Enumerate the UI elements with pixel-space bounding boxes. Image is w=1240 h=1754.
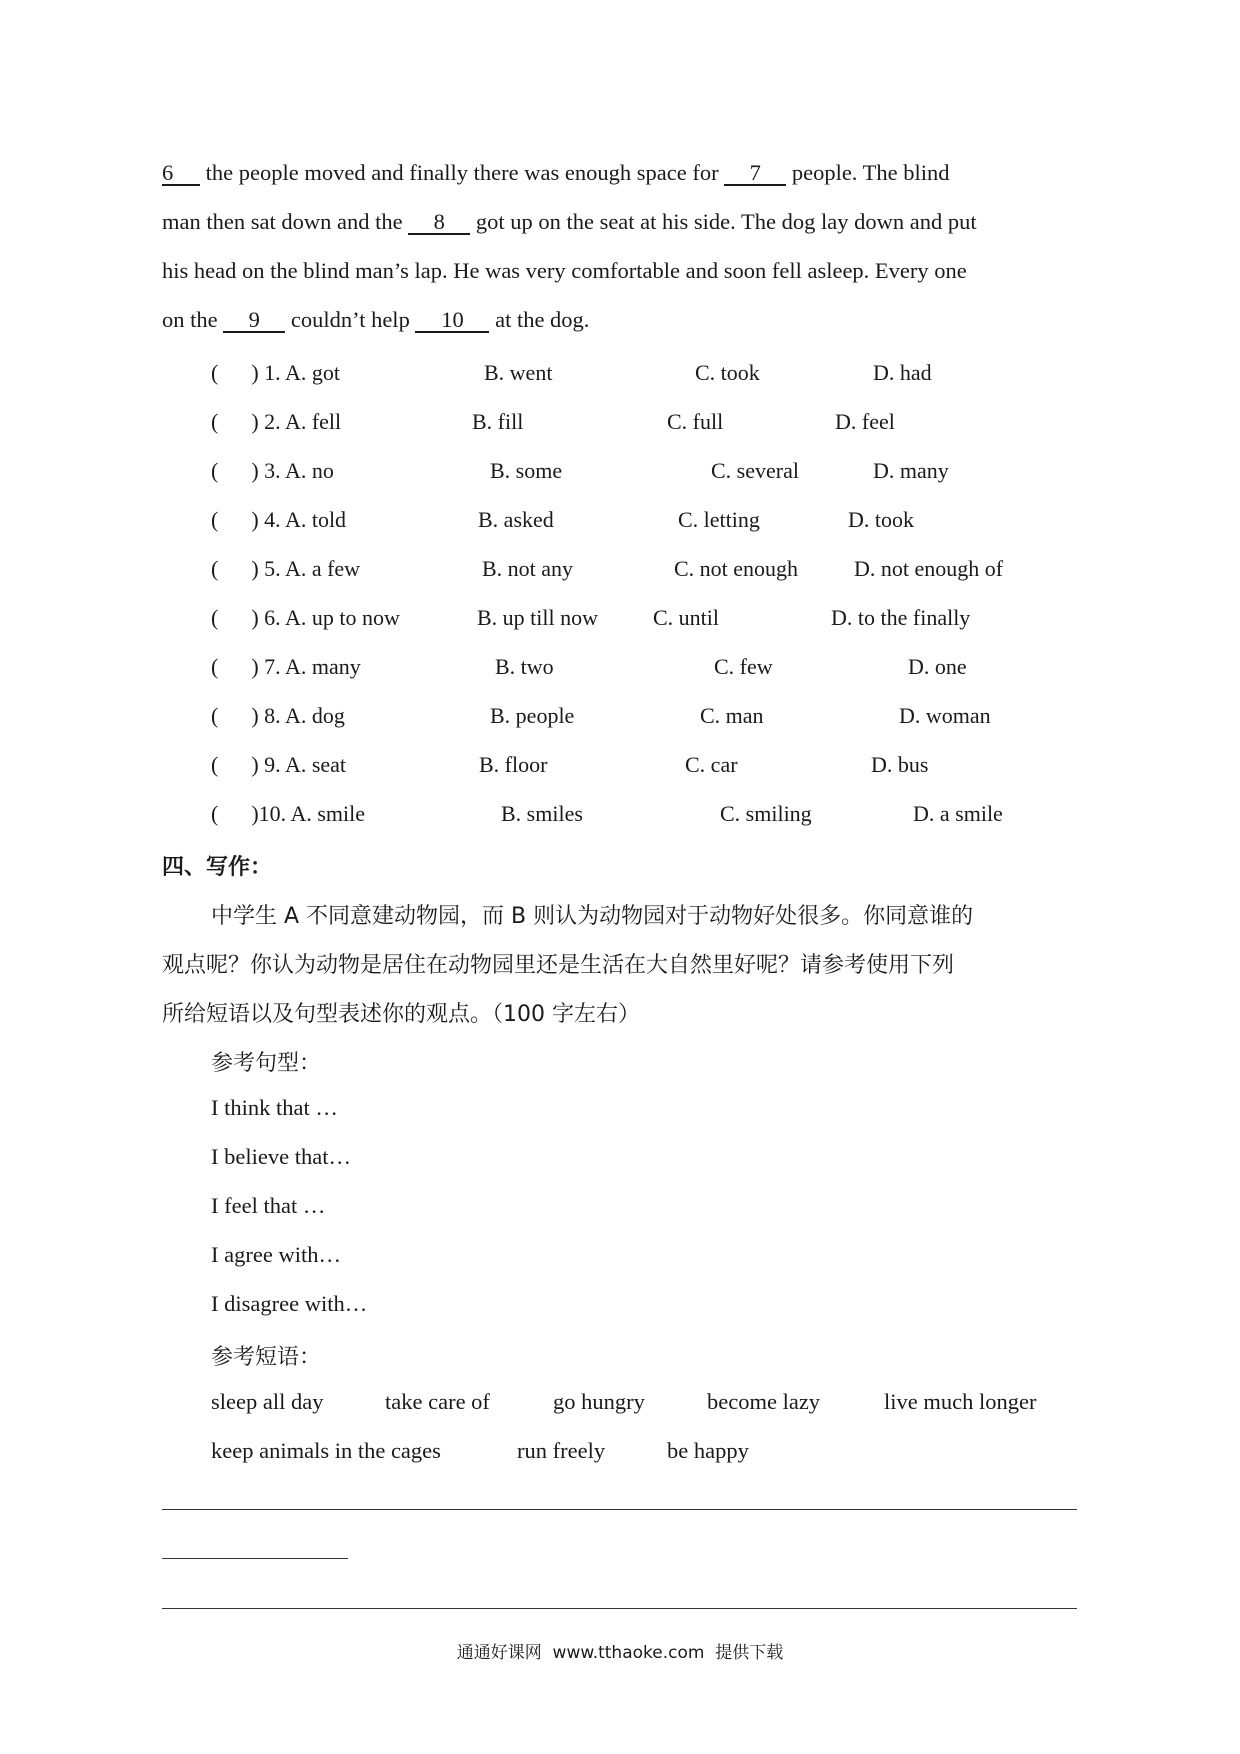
passage-text: people. The blind (786, 160, 950, 185)
option-b: B. went (484, 360, 553, 385)
option-d: D. one (908, 654, 967, 679)
section-heading: 四、写作： (162, 855, 273, 880)
option-b: B. people (490, 703, 575, 728)
passage-text: at the dog. (489, 307, 590, 332)
question-row-1 (211, 360, 1111, 390)
option-d: D. not enough of (854, 556, 1004, 581)
option-d: D. had (873, 360, 932, 385)
question-row-5 (211, 556, 1111, 586)
option-c: C. smiling (720, 801, 812, 826)
option-c: C. until (653, 605, 720, 630)
phrase: live much longer (884, 1389, 1037, 1414)
option-c: C. car (685, 752, 738, 777)
option-d: D. took (848, 507, 914, 532)
answer-line (162, 1558, 348, 1559)
sentence-pattern: I think that … (211, 1095, 338, 1120)
sentence-pattern: I believe that… (211, 1144, 351, 1169)
question-number: ( ) 4. A. told (211, 507, 347, 532)
option-b: B. some (490, 458, 563, 483)
phrase: keep animals in the cages (211, 1438, 441, 1463)
option-c: C. took (695, 360, 760, 385)
blank-10: 10 (415, 309, 489, 333)
passage-text: got up on the seat at his side. The dog lay down and put (470, 209, 977, 234)
phrase: run freely (517, 1438, 606, 1463)
blank-6: 6 (162, 162, 200, 186)
blank-9: 9 (223, 309, 285, 333)
sentence-pattern: I disagree with… (211, 1291, 368, 1316)
option-b: B. asked (478, 507, 554, 532)
phrases-label: 参考短语： (211, 1345, 322, 1370)
phrase: go hungry (553, 1389, 645, 1414)
passage-text: couldn’t help (285, 307, 416, 332)
option-c: C. man (700, 703, 764, 728)
option-b: B. not any (482, 556, 574, 581)
passage-text: man then sat down and the (162, 209, 409, 234)
option-b: B. floor (479, 752, 548, 777)
sentences-label: 参考句型： (211, 1051, 322, 1076)
question-number: ( ) 5. A. a few (211, 556, 361, 581)
phrase: be happy (667, 1438, 749, 1463)
phrase: become lazy (707, 1389, 821, 1414)
question-number: ( ) 8. A. dog (211, 703, 345, 728)
question-row-3 (211, 458, 1111, 488)
option-b: B. smiles (501, 801, 583, 826)
option-d: D. to the finally (831, 605, 971, 630)
question-row-7 (211, 654, 1111, 684)
writing-prompt-line-2: 观点呢？你认为动物是居住在动物园里还是生活在大自然里好呢？请参考使用下列 (162, 953, 955, 978)
option-d: D. feel (835, 409, 895, 434)
question-row-4 (211, 507, 1111, 537)
option-c: C. several (711, 458, 799, 483)
passage-text: on the (162, 307, 224, 332)
option-b: B. fill (472, 409, 524, 434)
answer-line (162, 1608, 1077, 1609)
option-c: C. full (667, 409, 724, 434)
question-row-10 (211, 801, 1111, 831)
passage-line-2 (162, 209, 977, 235)
question-number: ( )10. A. smile (211, 801, 365, 826)
answer-line (162, 1509, 1077, 1510)
option-d: D. woman (899, 703, 991, 728)
passage-text: the people moved and finally there was enough space for (200, 160, 725, 185)
phrase: take care of (385, 1389, 490, 1414)
blank-8: 8 (408, 211, 470, 235)
question-row-9 (211, 752, 1111, 782)
question-number: ( ) 9. A. seat (211, 752, 347, 777)
question-number: ( ) 6. A. up to now (211, 605, 400, 630)
option-c: C. letting (678, 507, 760, 532)
option-b: B. two (495, 654, 554, 679)
page-footer: 通通好课网 www.tthaoke.com 提供下载 (456, 1643, 784, 1663)
question-row-8 (211, 703, 1111, 733)
option-b: B. up till now (477, 605, 599, 630)
writing-prompt-line-3: 所给短语以及句型表述你的观点。（100 字左右） (162, 1002, 640, 1027)
question-number: ( ) 1. A. got (211, 360, 340, 385)
writing-prompt-line-1: 中学生 A 不同意建动物园，而 B 则认为动物园对于动物好处很多。你同意谁的 (211, 904, 974, 929)
question-number: ( ) 2. A. fell (211, 409, 342, 434)
sentence-pattern: I agree with… (211, 1242, 341, 1267)
option-d: D. a smile (913, 801, 1003, 826)
option-c: C. not enough (674, 556, 799, 581)
phrase: sleep all day (211, 1389, 324, 1414)
passage-line-3: his head on the blind man’s lap. He was very comfortable and soon fell asleep. Every one (162, 258, 967, 283)
option-d: D. many (873, 458, 949, 483)
option-d: D. bus (871, 752, 929, 777)
sentence-pattern: I feel that … (211, 1193, 326, 1218)
question-number: ( ) 7. A. many (211, 654, 361, 679)
blank-7: 7 (724, 162, 786, 186)
question-row-2 (211, 409, 1111, 439)
passage-line-1 (162, 160, 950, 186)
question-row-6 (211, 605, 1111, 635)
question-number: ( ) 3. A. no (211, 458, 334, 483)
option-c: C. few (714, 654, 773, 679)
passage-line-4 (162, 307, 589, 333)
